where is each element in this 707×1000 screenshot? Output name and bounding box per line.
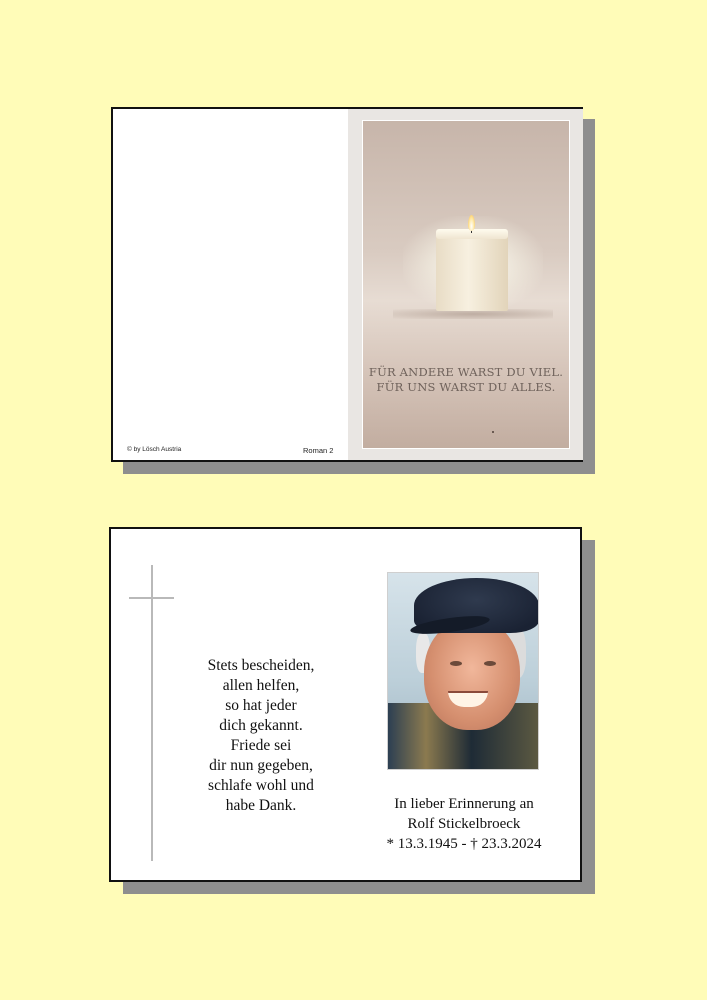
poem-line: Stets bescheiden, bbox=[207, 657, 315, 674]
poem-line: schlafe wohl und bbox=[208, 777, 314, 794]
memorial-intro: In lieber Erinnerung an bbox=[394, 796, 534, 812]
copyright-text: © by Lösch Austria bbox=[127, 446, 182, 453]
verse-line-2: FÜR UNS WARST DU ALLES. bbox=[376, 380, 556, 394]
portrait-eye bbox=[484, 661, 496, 666]
poem-line: habe Dank. bbox=[225, 797, 297, 814]
inner-card bbox=[109, 527, 582, 882]
verse bbox=[363, 365, 569, 395]
cross-icon-bar bbox=[129, 597, 174, 599]
candle-photo bbox=[362, 120, 570, 449]
poem-line: allen helfen, bbox=[222, 677, 300, 694]
memorial-dates: * 13.3.1945 - † 23.3.2024 bbox=[386, 836, 542, 852]
candle bbox=[436, 233, 508, 311]
portrait-eye bbox=[450, 661, 462, 666]
photo-dot bbox=[492, 431, 494, 433]
front-card bbox=[111, 107, 583, 462]
model-label: Roman 2 bbox=[303, 446, 334, 455]
poem-line: dich gekannt. bbox=[219, 717, 303, 734]
poem-line: so hat jeder bbox=[225, 697, 297, 714]
portrait-face bbox=[424, 618, 520, 730]
poem-line: Friede sei bbox=[230, 737, 292, 754]
memorial-text bbox=[379, 794, 549, 854]
verse-line-1: FÜR ANDERE WARST DU VIEL. bbox=[368, 365, 564, 379]
poem bbox=[166, 656, 356, 816]
candle-photo-frame bbox=[348, 109, 583, 460]
memorial-name: Rolf Stickelbroeck bbox=[407, 816, 521, 832]
portrait-photo bbox=[387, 572, 539, 770]
poem-line: dir nun gegeben, bbox=[209, 757, 313, 774]
flame-icon bbox=[468, 215, 475, 231]
cross-icon bbox=[151, 565, 153, 861]
